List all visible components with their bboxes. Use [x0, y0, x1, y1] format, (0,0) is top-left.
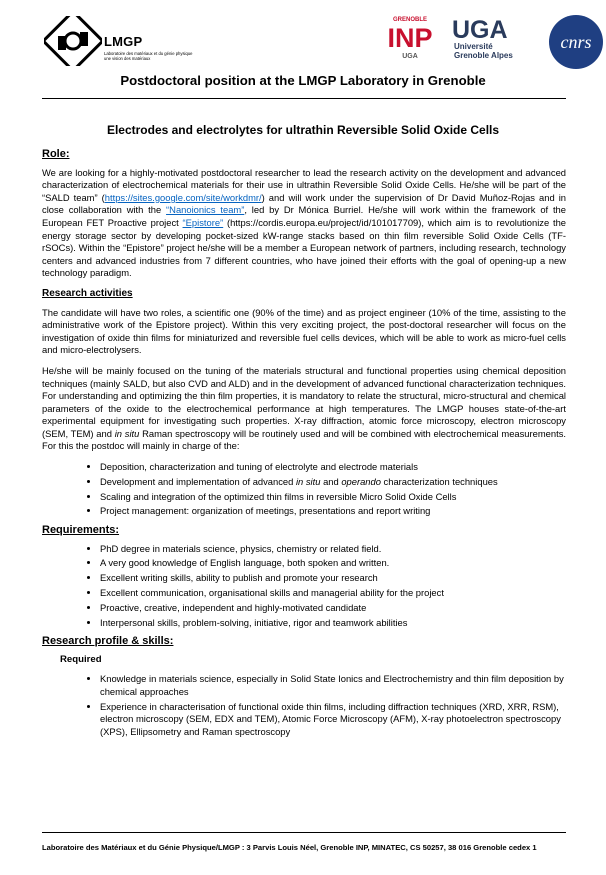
nanoionics-team-link[interactable]: “Nanoionics team”: [166, 204, 245, 216]
list-item: • Experience in characterisation of functional oxide thin films, including diffraction techniques (XRD, XRR, RSM), electron microscopy (SEM, EDX and TEM), Atomic Force Microscopy (AFM), X-ray photoelectron spectroscopy (XPS), Ellipsometry and Raman spectroscopy: [100, 701, 566, 739]
role-heading: Role:: [42, 148, 70, 160]
research-paragraph-2: [42, 365, 566, 453]
cnrs-text: cnrs: [560, 32, 592, 52]
bullet-text: Development and implementation of advanced: [100, 475, 296, 487]
inp-main-text: INP: [387, 23, 433, 53]
role-text-4: (https://cordis.europa.eu/project/id/101017709), which aim is to revolutionize the energy storage sector by developing pocket-sized kW-range stacks based on thin film reversible Solid Oxide Cells (TF-rSOCs). Within the “Epistore” project he/she will be a member a European network of partners, including research, technology centers and advanced industries from 7 different countries, who have joined their efforts with the goal of opening-up a new technology paradigm.: [42, 216, 566, 279]
research-heading: Research activities: [42, 287, 133, 299]
research-bullets: [42, 461, 566, 518]
list-item: • Interpersonal skills, problem-solving, initiative, rigor and teamwork abilities: [100, 617, 566, 630]
inp-bottom-text: UGA: [402, 53, 418, 60]
sald-team-link[interactable]: https://sites.google.com/site/workdmr/: [104, 191, 262, 203]
profile-bullets: [42, 673, 566, 738]
footer-divider: [42, 832, 566, 833]
requirements-bullets: [42, 543, 566, 630]
lmgp-name: LMGP: [104, 34, 143, 49]
bullet-text: and: [320, 475, 342, 487]
research-italic: in situ: [114, 427, 140, 439]
list-item: • Proactive, creative, independent and highly-motivated candidate: [100, 602, 566, 615]
list-item: • A very good knowledge of English language, both spoken and written.: [100, 557, 566, 570]
list-item: [100, 476, 566, 489]
research-text-1: He/she will be mainly focused on the tuning of the materials structural and functional properties using chemical deposition techniques (mainly SALD, but also CVD and ALD) and in the development of advanced functional characterization techniques. For understanding and optimizing the thin film properties, it is mandatory to relate the structural, micro-structural and chemical parameters of the oxide to the electrochemical performance at high temperatures. The LMGP houses state-of-the-art experimental equipment for investigating such properties. X-ray diffraction, atomic force microscopy, electron microscopy (SEM, TEM) and: [42, 364, 566, 439]
lmgp-subtitle-line2: une vision des matériaux: [104, 56, 151, 61]
uga-sub-text-1: Université: [454, 42, 493, 51]
lmgp-subtitle-line1: Laboratoire des matériaux et du génie physique: [104, 51, 193, 56]
role-text-1: We are looking for a highly-motivated postdoctoral researcher to lead the research activity on the development and advanced characterization of electrochemical materials for their use in ultrathin Reversible Solid Oxide Cells. He/she will be part of the “SALD team” (: [42, 166, 566, 203]
list-item: • Excellent communication, organisational skills and managerial ability for the project: [100, 587, 566, 600]
bullet-italic: in situ: [295, 475, 321, 487]
role-paragraph: [42, 167, 566, 280]
role-text-3: , led by Dr Mónica Burriel. He/she will work within the framework of the European FET Proactive project: [42, 204, 566, 228]
uga-logo: [450, 14, 534, 62]
main-content: [42, 148, 566, 742]
bullet-text: characterization techniques: [380, 475, 498, 487]
required-subheading: Required: [60, 653, 102, 665]
title-divider: [42, 98, 566, 99]
requirements-heading: Requirements:: [42, 524, 120, 536]
footer-address: Laboratoire des Matériaux et du Génie Physique/LMGP : 3 Parvis Louis Néel, Grenoble INP, MINATEC, CS 50257, 38 016 Grenoble cedex 1: [42, 843, 537, 852]
lmgp-subtitle: [104, 51, 224, 61]
list-item: • PhD degree in materials science, physics, chemistry or related field.: [100, 543, 566, 556]
research-paragraph-1: The candidate will have two roles, a scientific one (90% of the time) and as project engineer (10% of the time, assisting to the administrative work of the Epistore project). Within this very exciting project, the post-doctoral researcher will focus on the investigation of oxide thin films for miniaturized and reversible fuel cells devices, which will be able to work as micro-fuel cells and micro-electrolysers.: [42, 306, 566, 356]
page-title: Postdoctoral position at the LMGP Laboratory in Grenoble: [120, 73, 486, 88]
list-item: • Excellent writing skills, ability to publish and promote your research: [100, 572, 566, 585]
research-text-2: Raman spectroscopy will be routinely used and will be combined with electrochemical measurements. For this the postdoc will mainly in charge of the:: [42, 427, 566, 452]
uga-sub-text-2: Grenoble Alpes: [454, 51, 513, 60]
page-subtitle: Electrodes and electrolytes for ultrathin Reversible Solid Oxide Cells: [106, 123, 500, 137]
list-item: • Project management: organization of meetings, presentations and report writing: [100, 505, 566, 518]
list-item: • Scaling and integration of the optimized thin films in reversible Micro Solid Oxide Cells: [100, 491, 566, 504]
bullet-italic: operando: [341, 475, 381, 487]
lmgp-emblem-icon: [44, 16, 102, 66]
inp-top-text: GRENOBLE: [392, 17, 428, 23]
cnrs-logo: [548, 14, 604, 70]
list-item: • Knowledge in materials science, especially in Solid State Ionics and Electrochemistry and thin film deposition by chemical approaches: [100, 673, 566, 698]
epistore-link[interactable]: “Epistore”: [182, 216, 224, 228]
role-text-2: ) and will work under the supervision of Dr David Muñoz-Rojas and in close collaboration with the: [42, 191, 566, 216]
uga-main-text: UGA: [452, 16, 508, 44]
list-item: • Deposition, characterization and tuning of electrolyte and electrode materials: [100, 461, 566, 474]
grenoble-inp-logo: [380, 14, 440, 60]
profile-heading: Research profile & skills:: [42, 635, 174, 648]
